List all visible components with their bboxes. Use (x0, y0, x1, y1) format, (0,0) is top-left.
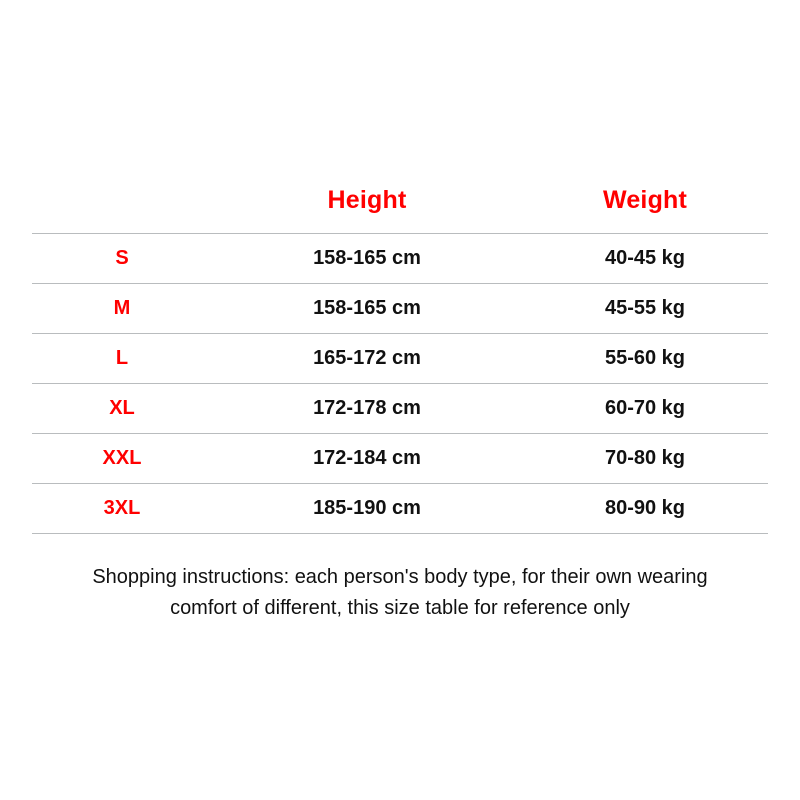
cell-size: XL (32, 384, 212, 434)
cell-size: L (32, 334, 212, 384)
table-row (32, 384, 768, 434)
table-header (32, 186, 768, 234)
table-body (32, 234, 768, 534)
shopping-instructions-line1: Shopping instructions: each person's body type, for their own wearing (92, 566, 708, 588)
shopping-instructions (32, 562, 768, 624)
column-header-size (32, 186, 212, 234)
table-row (32, 484, 768, 534)
column-header-weight: Weight (602, 186, 688, 214)
cell-weight: 40-45 kg (522, 234, 768, 284)
column-header-height: Height (327, 186, 407, 214)
table-header-row (32, 186, 768, 234)
cell-weight: 70-80 kg (522, 434, 768, 484)
table-row (32, 434, 768, 484)
cell-height: 158-165 cm (212, 234, 522, 284)
cell-size: M (32, 284, 212, 334)
shopping-instructions-line2: comfort of different, this size table for reference only (170, 597, 630, 619)
cell-weight: 55-60 kg (522, 334, 768, 384)
cell-size: 3XL (32, 484, 212, 534)
cell-height: 158-165 cm (212, 284, 522, 334)
cell-weight: 45-55 kg (522, 284, 768, 334)
table-row (32, 284, 768, 334)
cell-weight: 80-90 kg (522, 484, 768, 534)
cell-size: S (32, 234, 212, 284)
cell-height: 172-184 cm (212, 434, 522, 484)
table-row (32, 234, 768, 284)
cell-height: 172-178 cm (212, 384, 522, 434)
cell-weight: 60-70 kg (522, 384, 768, 434)
table-row (32, 334, 768, 384)
cell-height: 165-172 cm (212, 334, 522, 384)
cell-height: 185-190 cm (212, 484, 522, 534)
cell-size: XXL (32, 434, 212, 484)
size-chart-table (32, 186, 768, 534)
